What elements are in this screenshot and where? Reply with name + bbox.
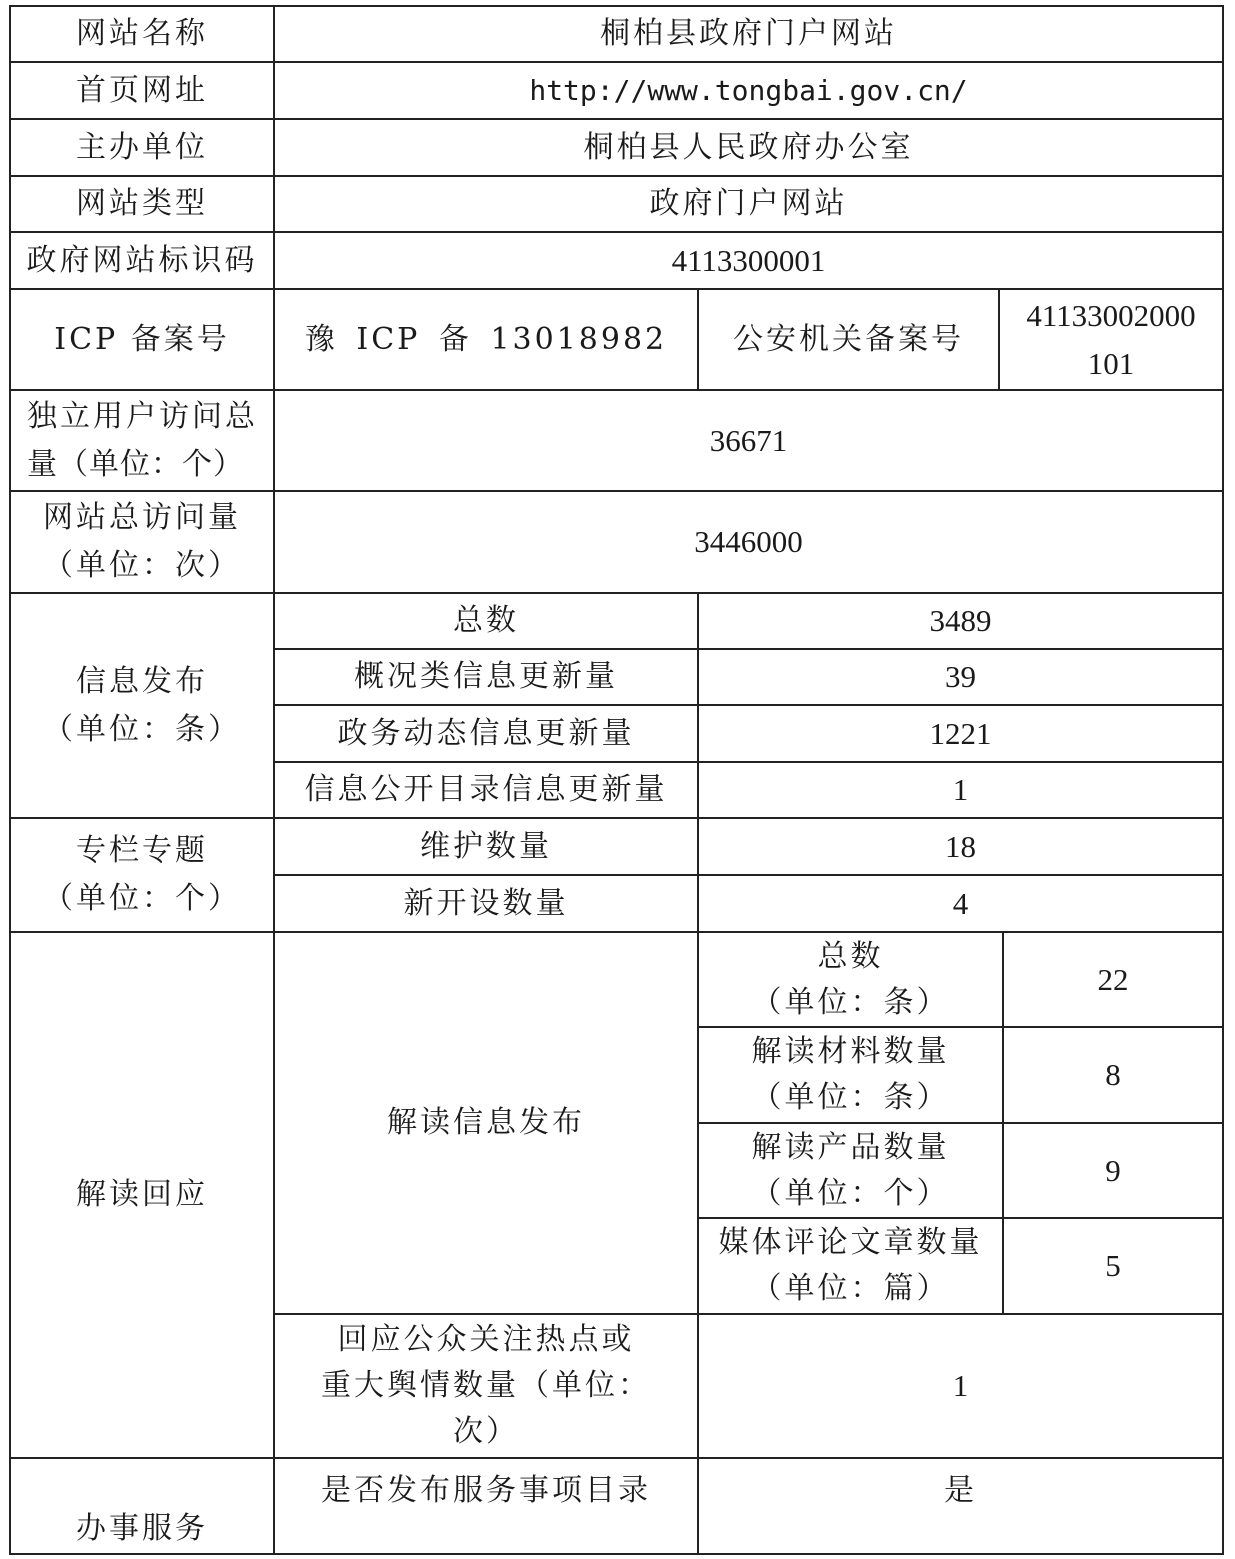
interpret-product-label: 解读产品数量 （单位：个）	[751, 1129, 950, 1211]
site-code-label: 政府网站标识码	[26, 242, 258, 278]
site-url-value: http://www.tongbai.gov.cn/	[529, 73, 968, 107]
pv-label: 网站总访问量 （单位：次）	[43, 500, 241, 583]
info-news-label: 政务动态信息更新量	[337, 715, 635, 751]
info-catalog-label: 信息公开目录信息更新量	[304, 772, 668, 807]
pv-value: 3446000	[694, 524, 803, 559]
info-total-label: 总数	[453, 603, 519, 638]
column-maintain-label: 维护数量	[420, 828, 552, 864]
column-new-value: 4	[952, 885, 969, 921]
interpret-media-label: 媒体评论文章数量 （单位：篇）	[718, 1225, 983, 1306]
uv-label: 独立用户访问总 量（单位：个）	[27, 398, 258, 482]
interpret-response-label: 回应公众关注热点或 重大舆情数量（单位： 次）	[321, 1322, 651, 1449]
info-catalog-value: 1	[952, 772, 969, 807]
police-value: 41133002000 101	[1026, 297, 1196, 381]
interpret-publish-label: 解读信息发布	[387, 1105, 585, 1140]
column-new-label: 新开设数量	[403, 885, 569, 921]
police-label: 公安机关备案号	[733, 321, 964, 357]
site-name-value: 桐柏县政府门户网站	[600, 16, 897, 51]
interpret-total-label: 总数 （单位：条）	[751, 938, 950, 1020]
interpret-material-value: 8	[1105, 1057, 1121, 1092]
site-org-label: 主办单位	[76, 129, 208, 165]
interpret-total-value: 22	[1097, 961, 1129, 997]
interpret-response-value: 1	[952, 1368, 969, 1403]
site-type-label: 网站类型	[76, 186, 208, 221]
site-type-value: 政府门户网站	[649, 186, 848, 221]
info-overview-label: 概况类信息更新量	[354, 659, 618, 694]
info-overview-value: 39	[945, 659, 976, 694]
service-catalog-value: 是	[944, 1473, 977, 1508]
interpret-material-label: 解读材料数量 （单位：条）	[751, 1034, 950, 1115]
service-catalog-label: 是否发布服务事项目录	[321, 1473, 651, 1508]
icp-label: ICP 备案号	[54, 321, 230, 357]
interpret-media-value: 5	[1105, 1248, 1121, 1283]
interpret-label: 解读回应	[76, 1177, 208, 1212]
uv-value: 36671	[709, 422, 788, 458]
info-label: 信息发布 （单位：条）	[43, 663, 241, 747]
site-name-label: 网站名称	[76, 16, 208, 51]
column-label: 专栏专题 （单位：个）	[43, 833, 241, 916]
icp-value: 豫 ICP 备 13018982	[304, 321, 668, 357]
site-code-value: 4113300001	[671, 242, 826, 278]
interpret-product-value: 9	[1105, 1152, 1121, 1188]
site-org-value: 桐柏县人民政府办公室	[583, 129, 914, 165]
info-total-value: 3489	[929, 603, 992, 638]
info-news-value: 1221	[929, 715, 992, 751]
site-url-label: 首页网址	[76, 72, 208, 108]
column-maintain-value: 18	[945, 828, 976, 864]
service-label: 办事服务	[76, 1511, 208, 1546]
